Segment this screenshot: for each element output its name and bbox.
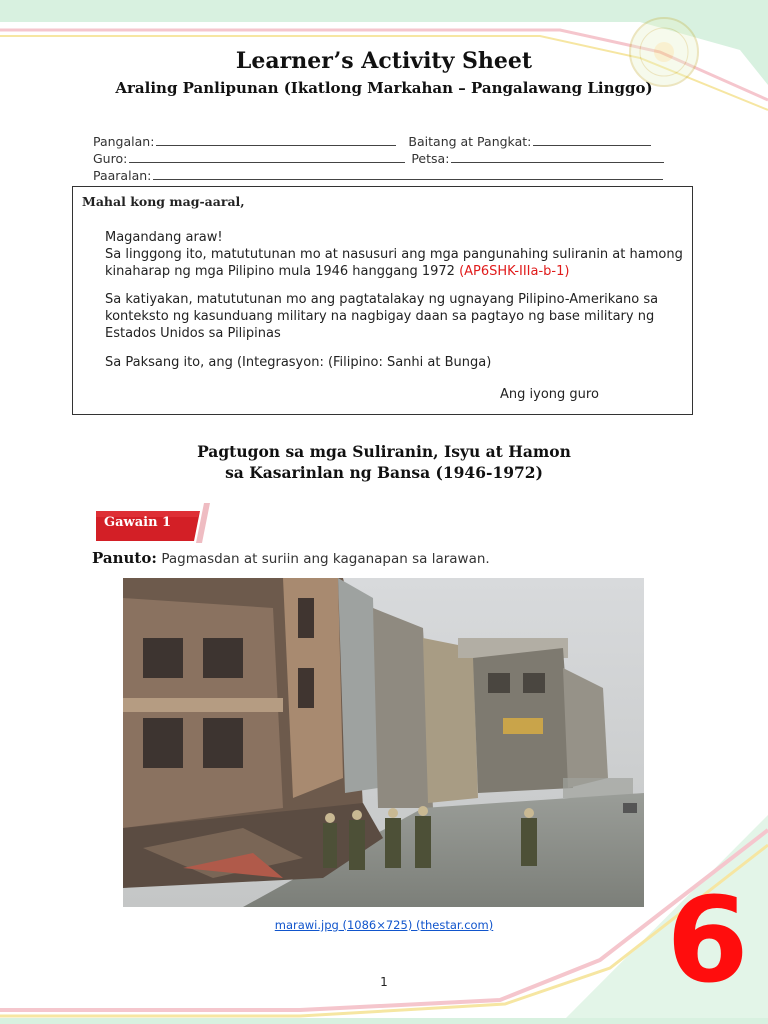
section-heading-line-2: sa Kasarinlan ng Bansa (1946-1972) — [225, 463, 543, 482]
info-row-school — [93, 167, 683, 184]
teacher-field-line[interactable] — [129, 150, 405, 163]
grade-section-field-line[interactable] — [533, 133, 651, 146]
letter-paragraph-1 — [105, 246, 690, 280]
teacher-letter-box — [72, 186, 693, 415]
name-label: Pangalan: — [93, 134, 155, 149]
letter-paragraph-2: Sa katiyakan, matututunan mo ang pagtatalakay ng ugnayang Pilipino-Amerikano sa konteksto ng kasunduang military na nagbigay daan sa pagtayo ng base military ng Estados Unidos sa Pilipinas — [105, 292, 659, 341]
document-title: Learner’s Activity Sheet — [235, 48, 533, 74]
instruction-text: Pagmasdan at suriin ang kaganapan sa larawan. — [161, 551, 490, 567]
teacher-label: Guro: — [93, 151, 128, 166]
activity-badge-label: Gawain 1 — [104, 515, 172, 530]
competency-code: (AP6SHK-IIIa-b-1) — [459, 264, 570, 279]
info-row-name — [93, 133, 683, 150]
section-heading-line-1: Pagtugon sa mga Suliranin, Isyu at Hamon — [197, 442, 571, 461]
school-field-line[interactable] — [153, 167, 663, 180]
letter-paragraph-1-text: Sa linggong ito, matututunan mo at nasusuri ang mga pangunahing suliranin at hamong kinaharap ng mga Pilipino mula 1946 hanggang 1972 — [105, 247, 683, 279]
info-row-teacher — [93, 150, 683, 167]
page-number: 1 — [380, 975, 388, 989]
letter-greeting: Magandang araw! — [105, 230, 223, 245]
date-label: Petsa: — [411, 151, 450, 166]
letter-salutation: Mahal kong mag-aaral, — [82, 194, 245, 209]
marawi-photo — [123, 578, 644, 907]
name-field-line[interactable] — [156, 133, 396, 146]
document-subtitle: Araling Panlipunan (Ikatlong Markahan – Pangalawang Linggo) — [115, 79, 653, 97]
instruction-label: Panuto: — [92, 549, 157, 567]
letter-paragraph-3: Sa Paksang ito, ang (Integrasyon: (Filipino: Sanhi at Bunga) — [105, 355, 492, 370]
photo-caption-link[interactable]: marawi.jpg (1086×725) (thestar.com) — [274, 918, 494, 932]
date-field-line[interactable] — [451, 150, 664, 163]
instruction — [92, 549, 490, 567]
student-info-block — [93, 133, 683, 184]
grade-level-mark: 6 — [666, 871, 749, 1009]
grade-section-label: Baitang at Pangkat: — [408, 134, 532, 149]
letter-closing: Ang iyong guro — [500, 387, 599, 402]
section-heading — [0, 441, 768, 483]
school-label: Paaralan: — [93, 168, 152, 183]
